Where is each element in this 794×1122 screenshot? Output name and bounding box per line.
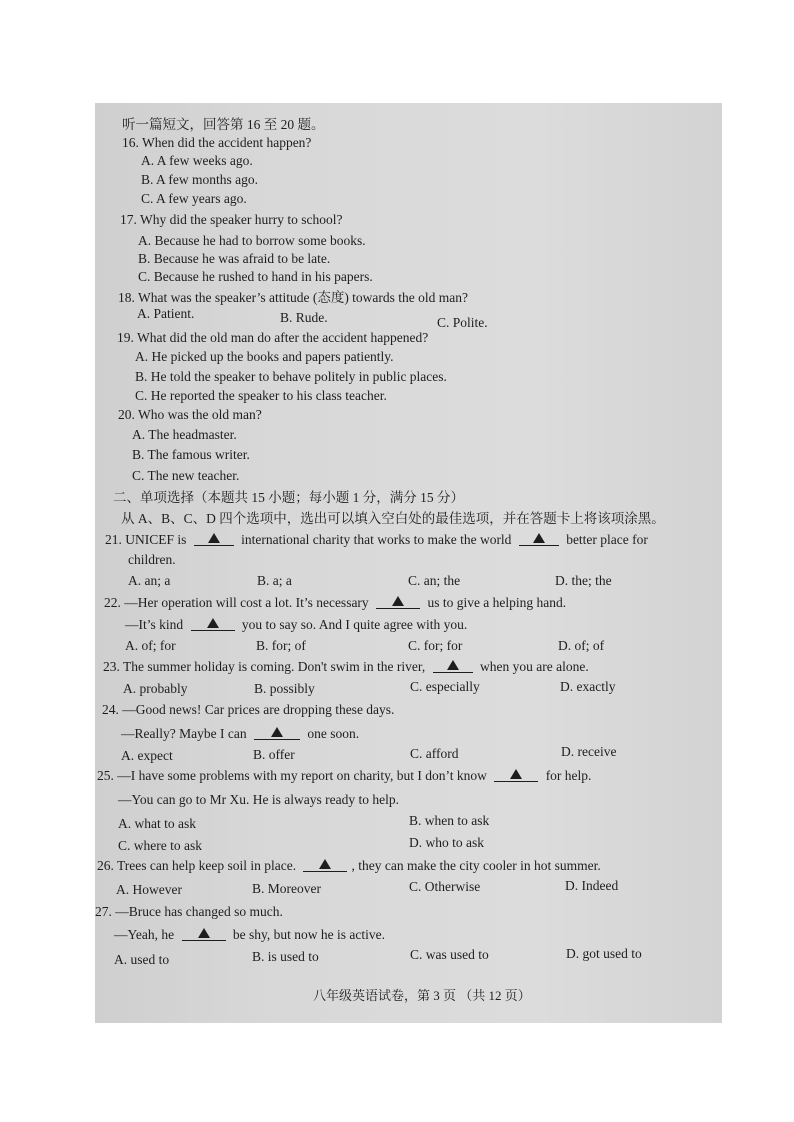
option-17c: C. Because he rushed to hand in his papers.	[138, 269, 373, 284]
answer-blank	[433, 658, 473, 673]
triangle-icon	[208, 533, 220, 543]
option-27c: C. was used to	[410, 947, 489, 962]
option-25a: A. what to ask	[118, 816, 196, 831]
section2-instructions: 从 A、B、C、D 四个选项中，选出可以填入空白处的最佳选项，并在答题卡上将该项涂黑。	[121, 511, 665, 526]
q21-text-d: children.	[128, 552, 176, 567]
section2-title: 二、单项选择（本题共 15 小题；每小题 1 分，满分 15 分）	[113, 490, 464, 505]
option-23c: C. especially	[410, 679, 480, 694]
option-23b: B. possibly	[254, 681, 315, 696]
q23-text-a: 23. The summer holiday is coming. Don't swim in the river,	[103, 659, 426, 674]
question-21-line1	[105, 531, 648, 548]
option-17a: A. Because he had to borrow some books.	[138, 233, 366, 248]
option-19c: C. He reported the speaker to his class teacher.	[135, 388, 387, 403]
option-24c: C. afford	[410, 746, 459, 761]
option-21d: D. the; the	[555, 573, 612, 588]
answer-blank	[194, 531, 234, 546]
answer-blank	[191, 616, 235, 631]
question-16: 16. When did the accident happen?	[122, 135, 312, 150]
q25-text-b: for help.	[545, 768, 592, 783]
answer-blank	[519, 531, 559, 546]
q22-text-c: —It’s kind	[125, 617, 184, 632]
question-22-line2	[125, 616, 467, 633]
q26-text-b: , they can make the city cooler in hot summer.	[351, 858, 601, 873]
option-22c: C. for; for	[408, 638, 463, 653]
answer-blank	[254, 725, 300, 740]
option-25d: D. who to ask	[409, 835, 484, 850]
option-27b: B. is used to	[252, 949, 319, 964]
question-26	[97, 857, 601, 874]
answer-blank	[303, 857, 347, 872]
option-20b: B. The famous writer.	[132, 447, 250, 462]
q23-text-b: when you are alone.	[479, 659, 589, 674]
q26-text-a: 26. Trees can help keep soil in place.	[97, 858, 297, 873]
question-27-line2	[114, 926, 385, 943]
triangle-icon	[271, 727, 283, 737]
triangle-icon	[207, 618, 219, 628]
option-23a: A. probably	[123, 681, 188, 696]
option-16b: B. A few months ago.	[141, 172, 258, 187]
q22-text-d: you to say so. And I quite agree with you.	[241, 617, 468, 632]
question-24-line2	[121, 725, 359, 742]
q22-text-b: us to give a helping hand.	[427, 595, 567, 610]
triangle-icon	[447, 660, 459, 670]
option-25b: B. when to ask	[409, 813, 490, 828]
option-22b: B. for; of	[256, 638, 306, 653]
option-26a: A. However	[116, 882, 182, 897]
q27-text-a: 27. —Bruce has changed so much.	[95, 904, 283, 919]
answer-blank	[376, 594, 420, 609]
option-18c: C. Polite.	[437, 315, 488, 330]
option-26d: D. Indeed	[565, 878, 619, 893]
option-27a: A. used to	[114, 952, 170, 967]
answer-blank	[494, 767, 538, 782]
question-22-line1	[104, 594, 566, 611]
page-footer: 八年级英语试卷，第 3 页 （共 12 页）	[313, 988, 531, 1003]
triangle-icon	[392, 596, 404, 606]
option-21a: A. an; a	[128, 573, 171, 588]
option-24a: A. expect	[121, 748, 173, 763]
q24-text-a: 24. —Good news! Car prices are dropping these days.	[102, 702, 395, 717]
option-27d: D. got used to	[566, 946, 642, 961]
q27-text-c: be shy, but now he is active.	[232, 927, 385, 942]
q25-text-a: 25. —I have some problems with my report on charity, but I don’t know	[97, 768, 487, 783]
q25-text-c: —You can go to Mr Xu. He is always ready to help.	[118, 792, 399, 807]
exam-page	[95, 103, 722, 1023]
triangle-icon	[198, 928, 210, 938]
question-19: 19. What did the old man do after the accident happened?	[117, 330, 429, 345]
option-16c: C. A few years ago.	[141, 191, 247, 206]
option-24d: D. receive	[561, 744, 617, 759]
triangle-icon	[533, 533, 545, 543]
option-17b: B. Because he was afraid to be late.	[138, 251, 331, 266]
option-22d: D. of; of	[558, 638, 605, 653]
listening-intro: 听一篇短文，回答第 16 至 20 题。	[122, 117, 325, 132]
option-22a: A. of; for	[125, 638, 176, 653]
option-26b: B. Moreover	[252, 881, 321, 896]
q21-text-a: 21. UNICEF is	[105, 532, 187, 547]
option-21c: C. an; the	[408, 573, 461, 588]
q21-text-b: international charity that works to make the world	[241, 532, 512, 547]
q22-text-a: 22. —Her operation will cost a lot. It’s necessary	[104, 595, 369, 610]
option-23d: D. exactly	[560, 679, 616, 694]
option-18a: A. Patient.	[137, 306, 195, 321]
question-23	[103, 658, 589, 675]
question-18: 18. What was the speaker’s attitude (态度) towards the old man?	[118, 290, 469, 305]
answer-blank	[182, 926, 226, 941]
option-26c: C. Otherwise	[409, 879, 481, 894]
triangle-icon	[319, 859, 331, 869]
option-16a: A. A few weeks ago.	[141, 153, 253, 168]
q24-text-b: —Really? Maybe I can	[121, 726, 247, 741]
option-20a: A. The headmaster.	[132, 427, 237, 442]
option-21b: B. a; a	[257, 573, 292, 588]
option-25c: C. where to ask	[118, 838, 202, 853]
q27-text-b: —Yeah, he	[114, 927, 175, 942]
triangle-icon	[510, 769, 522, 779]
question-17: 17. Why did the speaker hurry to school?	[120, 212, 343, 227]
option-18b: B. Rude.	[280, 310, 328, 325]
option-20c: C. The new teacher.	[132, 468, 240, 483]
option-19a: A. He picked up the books and papers patiently.	[135, 349, 394, 364]
question-20: 20. Who was the old man?	[118, 407, 262, 422]
q24-text-c: one soon.	[307, 726, 360, 741]
q21-text-c: better place for	[566, 532, 648, 547]
option-19b: B. He told the speaker to behave politely in public places.	[135, 369, 447, 384]
option-24b: B. offer	[253, 747, 295, 762]
question-25-line1	[97, 767, 591, 784]
